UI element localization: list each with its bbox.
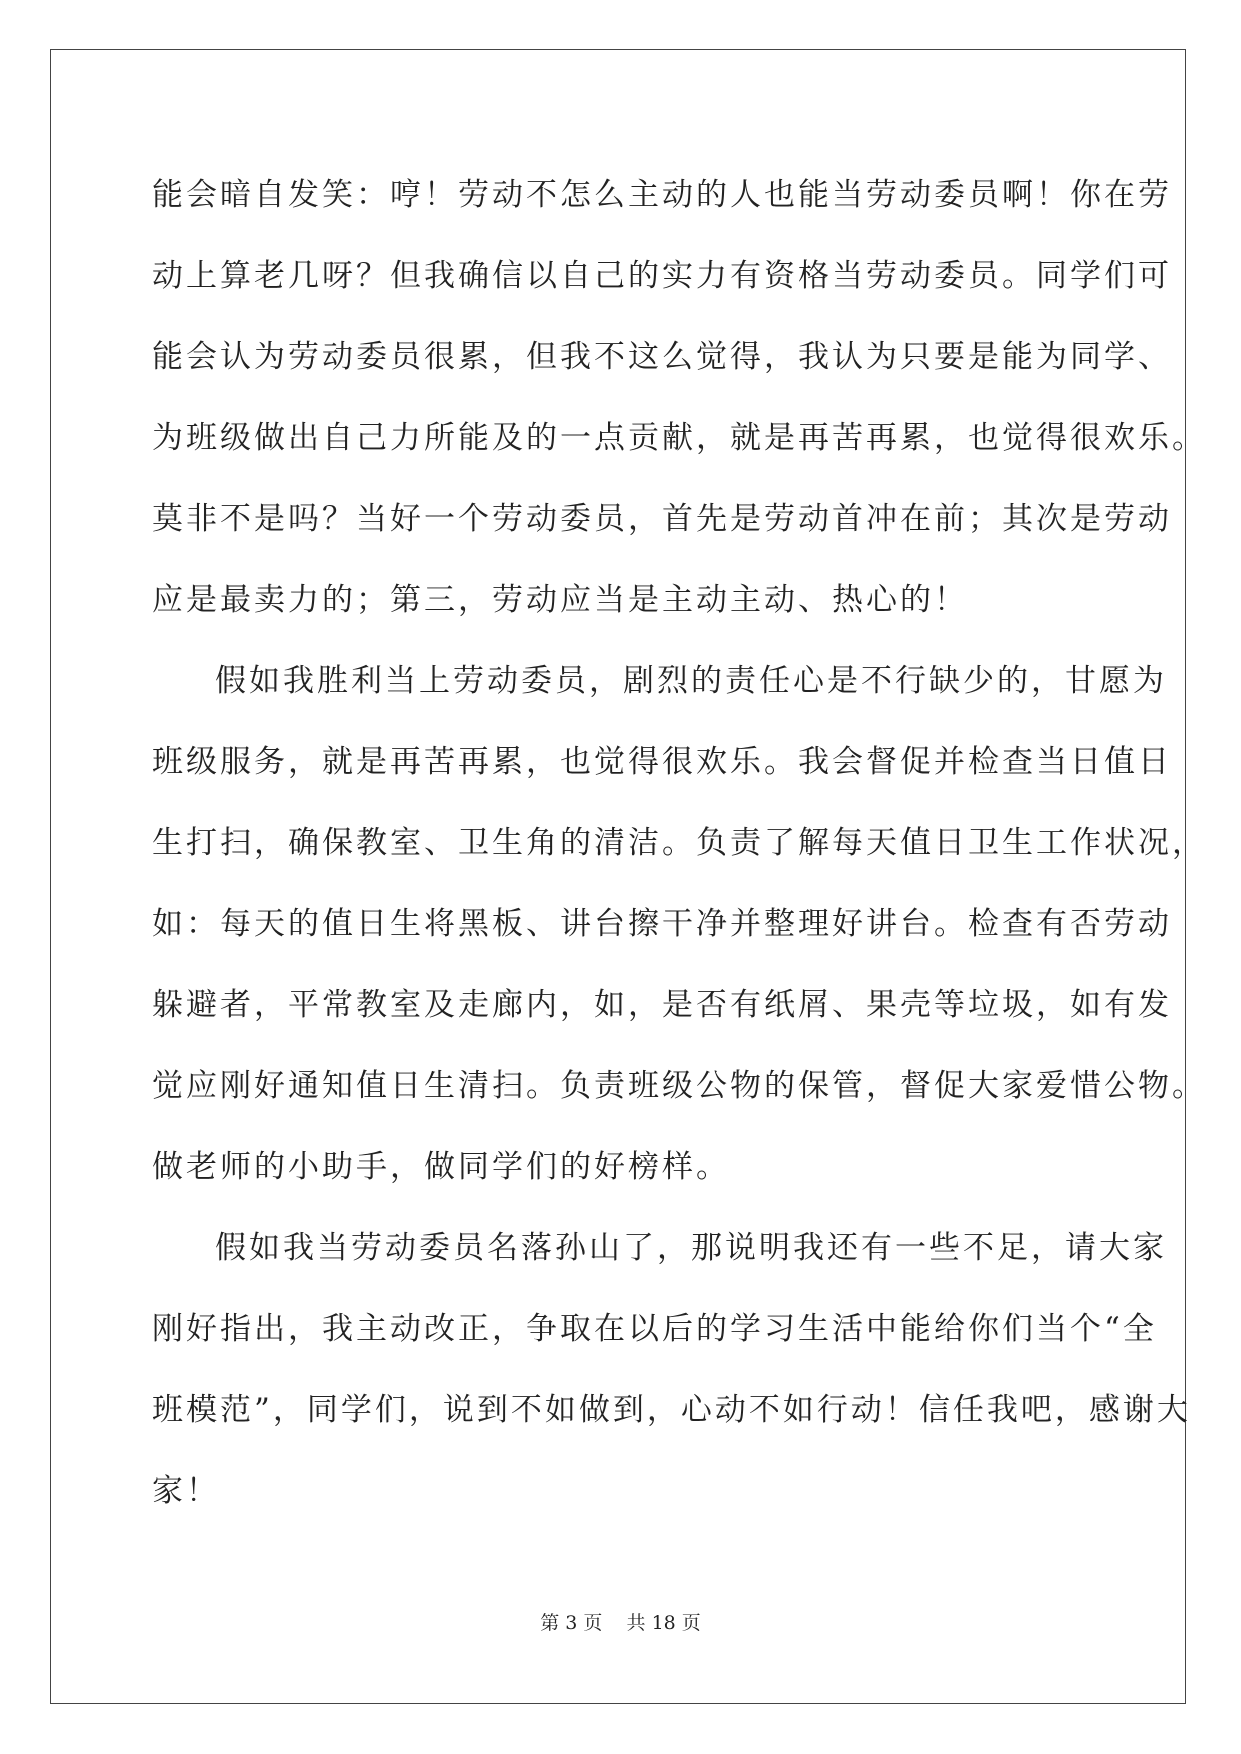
text-line: 能会暗自发笑：哼！劳动不怎么主动的人也能当劳动委员啊！你在劳 [152, 177, 1172, 213]
text-line: 躲避者，平常教室及走廊内，如，是否有纸屑、果壳等垃圾，如有发 [152, 987, 1172, 1023]
text-line: 动上算老几呀？但我确信以自己的实力有资格当劳动委员。同学们可 [152, 258, 1172, 294]
text-line: 莫非不是吗？当好一个劳动委员，首先是劳动首冲在前；其次是劳动 [152, 501, 1172, 537]
text-line: 生打扫，确保教室、卫生角的清洁。负责了解每天值日卫生工作状况， [152, 825, 1206, 861]
text-line: 班模范”，同学们，说到不如做到，心动不如行动！信任我吧，感谢大 [152, 1392, 1191, 1428]
page-number-footer: 第 3 页 共 18 页 [540, 1612, 701, 1634]
text-line: 班级服务，就是再苦再累，也觉得很欢乐。我会督促并检查当日值日 [152, 744, 1172, 780]
paragraph-start-line: 假如我当劳动委员名落孙山了，那说明我还有一些不足，请大家 [215, 1230, 1167, 1266]
text-line: 为班级做出自己力所能及的一点贡献，就是再苦再累，也觉得很欢乐。 [152, 420, 1206, 456]
text-line: 做老师的小助手，做同学们的好榜样。 [152, 1149, 730, 1185]
text-line: 应是最卖力的；第三，劳动应当是主动主动、热心的！ [152, 582, 968, 618]
text-line: 家！ [152, 1473, 220, 1509]
text-line: 刚好指出，我主动改正，争取在以后的学习生活中能给你们当个“全 [152, 1311, 1157, 1347]
document-body [152, 155, 1206, 1532]
text-line: 能会认为劳动委员很累，但我不这么觉得，我认为只要是能为同学、 [152, 339, 1172, 375]
text-line: 觉应刚好通知值日生清扫。负责班级公物的保管，督促大家爱惜公物。 [152, 1068, 1206, 1104]
paragraph-start-line: 假如我胜利当上劳动委员，剧烈的责任心是不行缺少的，甘愿为 [215, 663, 1167, 699]
text-line: 如：每天的值日生将黑板、讲台擦干净并整理好讲台。检查有否劳动 [152, 906, 1172, 942]
